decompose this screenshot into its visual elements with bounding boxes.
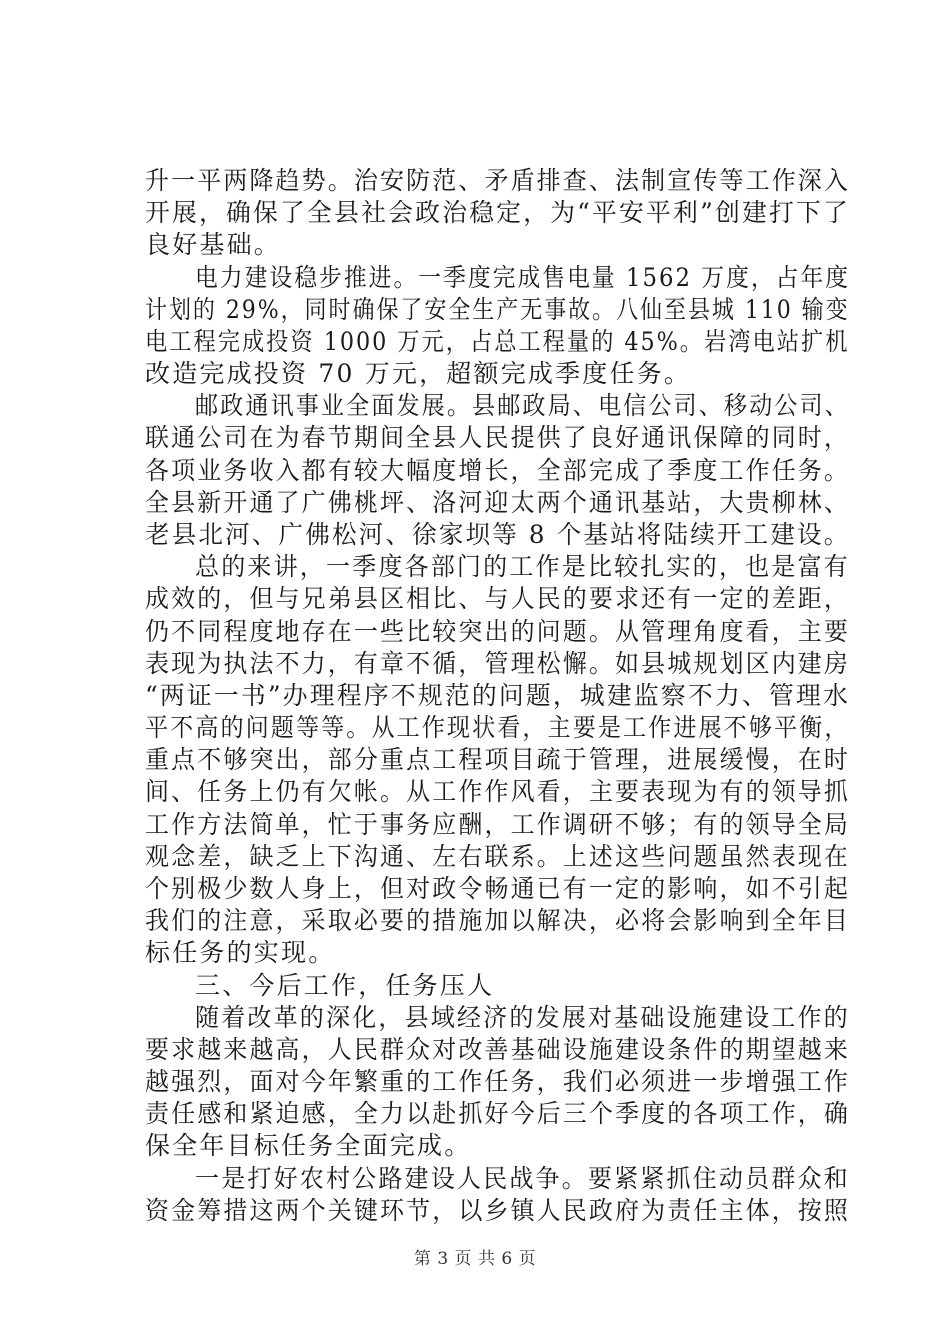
text-line: 成效的，但与兄弟县区相比、与人民的要求还有一定的差距， xyxy=(145,584,851,613)
text-line: 各项业务收入都有较大幅度增长，全部完成了季度工作任务。 xyxy=(145,456,851,485)
text-line: “两证一书”办理程序不规范的问题，城建监察不力、管理水 xyxy=(145,681,850,710)
text-line: 越强烈，面对今年繁重的工作任务，我们必须进一步增强工作 xyxy=(145,1067,851,1096)
page-number-footer: 第 3 页 共 6 页 xyxy=(413,1249,537,1269)
text-line: 良好基础。 xyxy=(145,230,282,259)
text-line: 升一平两降趋势。治安防范、矛盾排查、法制宣传等工作深入 xyxy=(145,166,851,195)
text-line: 资金筹措这两个关键环节，以乡镇人民政府为责任主体，按照 xyxy=(145,1196,851,1225)
text-line: 电工程完成投资 1000 万元，占总工程量的 45%。岩湾电站扩机 xyxy=(145,327,850,356)
paragraph-start-line: 一是打好农村公路建设人民战争。要紧紧抓住动员群众和 xyxy=(195,1164,850,1193)
text-line: 要求越来越高，人民群众对改善基础设施建设条件的期望越来 xyxy=(145,1035,851,1064)
text-line: 联通公司在为春节期间全县人民提供了良好通讯保障的同时， xyxy=(145,423,851,452)
text-line: 计划的 29%，同时确保了安全生产无事故。八仙至县城 110 输变 xyxy=(145,295,850,324)
paragraph-start-line: 邮政通讯事业全面发展。县邮政局、电信公司、移动公司、 xyxy=(195,391,850,420)
text-line: 仍不同程度地存在一些比较突出的问题。从管理角度看，主要 xyxy=(145,617,851,646)
paragraph-start-line: 总的来讲，一季度各部门的工作是比较扎实的，也是富有 xyxy=(195,552,850,581)
text-line: 我们的注意，采取必要的措施加以解决，必将会影响到全年目 xyxy=(145,906,851,935)
text-line: 标任务的实现。 xyxy=(145,938,336,967)
text-line: 间、任务上仍有欠帐。从工作作风看，主要表现为有的领导抓 xyxy=(145,777,851,806)
text-line: 工作方法简单，忙于事务应酬，工作调研不够；有的领导全局 xyxy=(145,810,851,839)
section-heading: 三、今后工作，任务压人 xyxy=(195,971,495,1000)
text-line: 开展，确保了全县社会政治稳定，为“平安平利”创建打下了 xyxy=(145,198,850,227)
text-line: 个别极少数人身上，但对政令畅通已有一定的影响，如不引起 xyxy=(145,874,851,903)
text-line: 全县新开通了广佛桃坪、洛河迎太两个通讯基站，大贵柳林、 xyxy=(145,488,851,517)
text-line: 观念差，缺乏上下沟通、左右联系。上述这些问题虽然表现在 xyxy=(145,842,851,871)
paragraph-start-line: 电力建设稳步推进。一季度完成售电量 1562 万度，占年度 xyxy=(195,263,851,292)
text-line: 重点不够突出，部分重点工程项目疏于管理，进展缓慢，在时 xyxy=(145,745,851,774)
text-line: 改造完成投资 70 万元，超额完成季度任务。 xyxy=(145,359,692,388)
text-line: 表现为执法不力，有章不循，管理松懈。如县城规划区内建房 xyxy=(145,649,851,678)
text-line: 责任感和紧迫感，全力以赴抓好今后三个季度的各项工作，确 xyxy=(145,1099,851,1128)
text-line: 保全年目标任务全面完成。 xyxy=(145,1131,472,1160)
paragraph-start-line: 随着改革的深化，县域经济的发展对基础设施建设工作的 xyxy=(195,1003,850,1032)
text-line: 老县北河、广佛松河、徐家坝等 8 个基站将陆续开工建设。 xyxy=(145,520,851,549)
text-line: 平不高的问题等等。从工作现状看，主要是工作进展不够平衡， xyxy=(145,713,850,742)
